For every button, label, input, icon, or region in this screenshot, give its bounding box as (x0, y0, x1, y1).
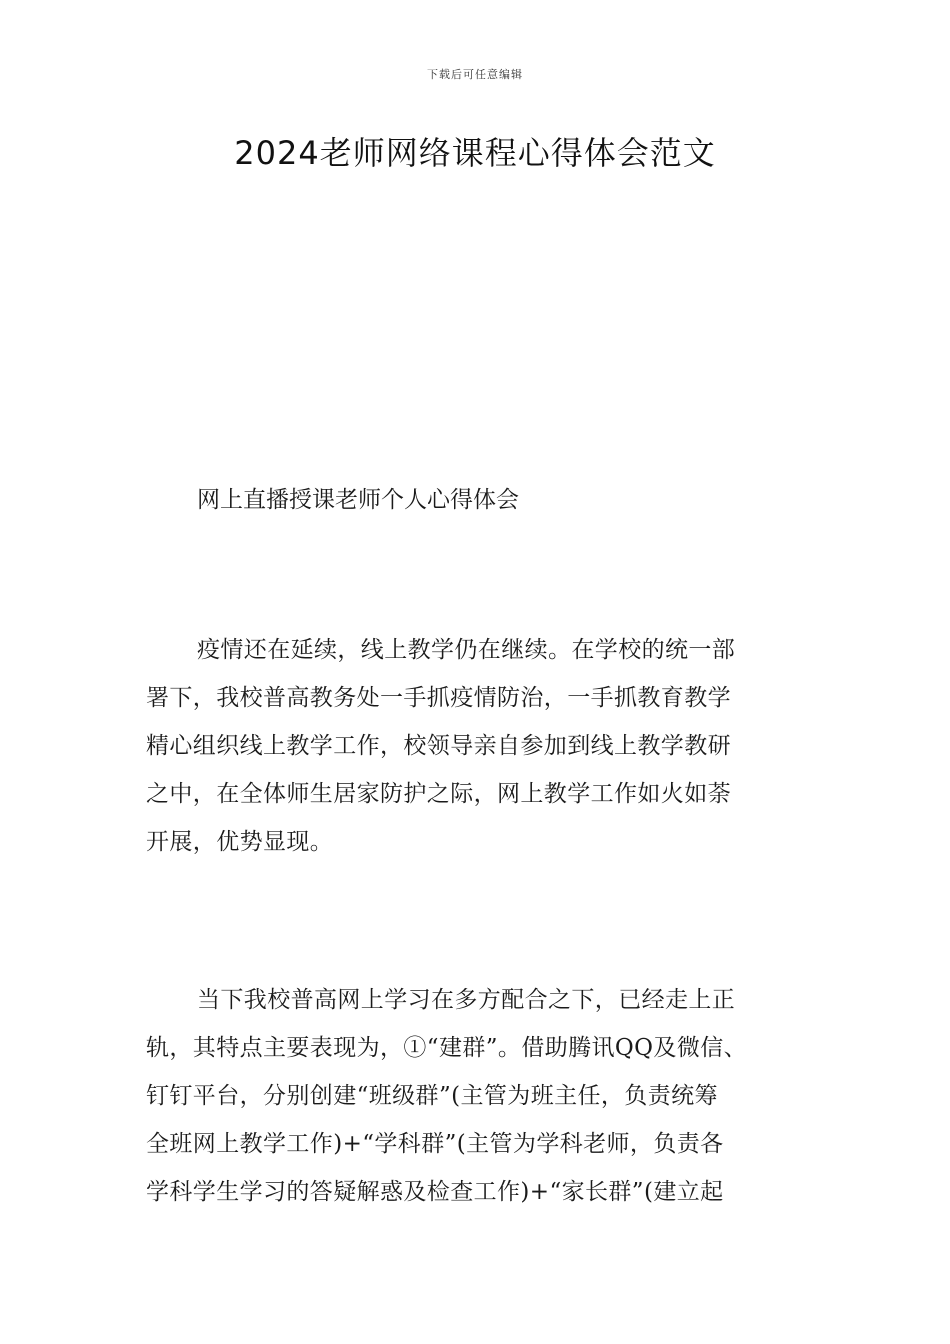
paragraph-line: 开展，优势显现。 (146, 829, 334, 855)
paragraph-line: 当下我校普高网上学习在多方配合之下，已经走上正 (197, 987, 736, 1013)
paragraph-1 (146, 626, 826, 866)
subheading: 网上直播授课老师个人心得体会 (197, 487, 519, 513)
paragraph-line: 全班网上教学工作)+“学科群”(主管为学科老师，负责各 (146, 1131, 724, 1157)
paragraph-line: 精心组织线上教学工作，校领导亲自参加到线上教学教研 (146, 733, 731, 759)
header-note: 下载后可任意编辑 (427, 68, 523, 81)
paragraph-line: 之中，在全体师生居家防护之际，网上教学工作如火如荼 (146, 781, 731, 807)
paragraph-line: 钉钉平台，分别创建“班级群”(主管为班主任，负责统筹 (146, 1083, 718, 1109)
paragraph-line: 学科学生学习的答疑解惑及检查工作)+“家长群”(建立起 (146, 1179, 724, 1205)
paragraph-2 (146, 976, 826, 1216)
paragraph-line: 轨，其特点主要表现为，①“建群”。借助腾讯QQ及微信、 (146, 1035, 748, 1061)
document-title: 2024老师网络课程心得体会范文 (234, 134, 716, 172)
paragraph-line: 署下，我校普高教务处一手抓疫情防治，一手抓教育教学 (146, 685, 731, 711)
paragraph-line: 疫情还在延续，线上教学仍在继续。在学校的统一部 (197, 637, 736, 663)
